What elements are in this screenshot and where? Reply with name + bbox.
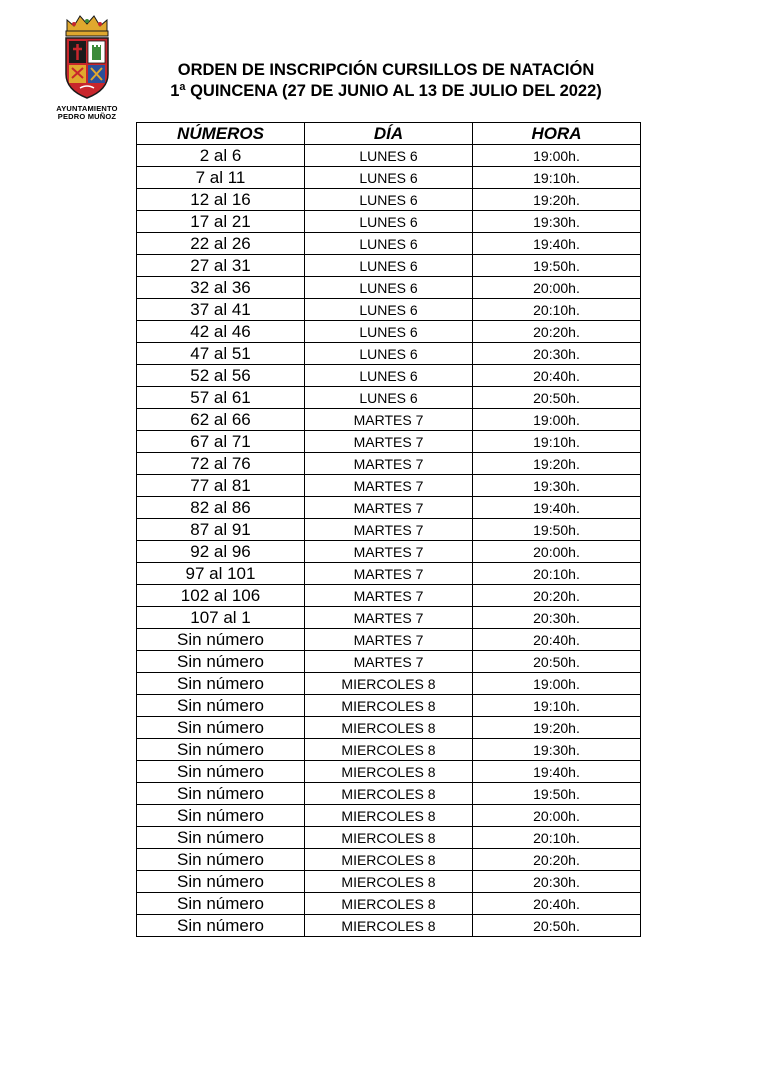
cell-numeros: Sin número: [137, 827, 305, 849]
table-row: [137, 739, 641, 761]
cell-dia: MARTES 7: [305, 475, 473, 497]
cell-hora: 19:30h.: [473, 211, 641, 233]
cell-numeros: 67 al 71: [137, 431, 305, 453]
table-row: [137, 827, 641, 849]
table-row: [137, 563, 641, 585]
cell-dia: MIERCOLES 8: [305, 739, 473, 761]
table-row: [137, 409, 641, 431]
table-row: [137, 607, 641, 629]
cell-hora: 19:10h.: [473, 431, 641, 453]
header-hora: HORA: [473, 123, 641, 145]
table-row: [137, 431, 641, 453]
table-row: [137, 189, 641, 211]
cell-numeros: Sin número: [137, 849, 305, 871]
cell-dia: MIERCOLES 8: [305, 871, 473, 893]
table-row: [137, 629, 641, 651]
table-row: [137, 673, 641, 695]
cell-dia: LUNES 6: [305, 387, 473, 409]
table-row: [137, 387, 641, 409]
cell-numeros: Sin número: [137, 717, 305, 739]
cell-dia: MARTES 7: [305, 497, 473, 519]
cell-dia: MIERCOLES 8: [305, 695, 473, 717]
cell-numeros: 77 al 81: [137, 475, 305, 497]
cell-hora: 20:40h.: [473, 893, 641, 915]
cell-dia: MIERCOLES 8: [305, 717, 473, 739]
table-row: [137, 915, 641, 937]
table-row: [137, 497, 641, 519]
cell-hora: 19:50h.: [473, 783, 641, 805]
cell-dia: LUNES 6: [305, 167, 473, 189]
cell-dia: MARTES 7: [305, 563, 473, 585]
header-dia: DÍA: [305, 123, 473, 145]
table-row: [137, 871, 641, 893]
cell-hora: 20:00h.: [473, 541, 641, 563]
cell-numeros: 17 al 21: [137, 211, 305, 233]
cell-hora: 20:30h.: [473, 607, 641, 629]
cell-numeros: 92 al 96: [137, 541, 305, 563]
cell-hora: 19:10h.: [473, 167, 641, 189]
cell-numeros: 107 al 1: [137, 607, 305, 629]
table-row: [137, 145, 641, 167]
cell-hora: 20:50h.: [473, 387, 641, 409]
logo-text-line2: PEDRO MUÑOZ: [57, 112, 117, 121]
cell-numeros: 37 al 41: [137, 299, 305, 321]
cell-hora: 20:10h.: [473, 299, 641, 321]
cell-dia: MIERCOLES 8: [305, 783, 473, 805]
cell-hora: 19:30h.: [473, 739, 641, 761]
cell-hora: 20:20h.: [473, 585, 641, 607]
cell-numeros: Sin número: [137, 739, 305, 761]
document-title: ORDEN DE INSCRIPCIÓN CURSILLOS DE NATACIÓN: [177, 61, 595, 79]
table-row: [137, 321, 641, 343]
table-row: [137, 211, 641, 233]
cell-dia: LUNES 6: [305, 299, 473, 321]
table-row: [137, 783, 641, 805]
cell-hora: 19:50h.: [473, 519, 641, 541]
table-row: [137, 717, 641, 739]
table-row: [137, 541, 641, 563]
cell-dia: LUNES 6: [305, 277, 473, 299]
cell-hora: 20:20h.: [473, 849, 641, 871]
cell-numeros: 82 al 86: [137, 497, 305, 519]
cell-hora: 20:00h.: [473, 805, 641, 827]
table-header-row: [137, 123, 641, 145]
logo-text-line1: AYUNTAMIENTO: [56, 104, 118, 113]
cell-dia: LUNES 6: [305, 145, 473, 167]
cell-dia: MARTES 7: [305, 431, 473, 453]
cell-dia: MIERCOLES 8: [305, 915, 473, 937]
municipal-logo: [48, 12, 126, 122]
cell-numeros: Sin número: [137, 915, 305, 937]
cell-hora: 19:00h.: [473, 673, 641, 695]
table-row: [137, 585, 641, 607]
cell-dia: MARTES 7: [305, 409, 473, 431]
cell-dia: MARTES 7: [305, 629, 473, 651]
cell-hora: 20:20h.: [473, 321, 641, 343]
table-row: [137, 365, 641, 387]
cell-numeros: 27 al 31: [137, 255, 305, 277]
table-row: [137, 893, 641, 915]
table-row: [137, 519, 641, 541]
cell-numeros: 62 al 66: [137, 409, 305, 431]
cell-numeros: Sin número: [137, 673, 305, 695]
cell-dia: MIERCOLES 8: [305, 673, 473, 695]
cell-numeros: 7 al 11: [137, 167, 305, 189]
cell-numeros: 12 al 16: [137, 189, 305, 211]
cell-hora: 20:30h.: [473, 871, 641, 893]
cell-numeros: 57 al 61: [137, 387, 305, 409]
cell-hora: 20:40h.: [473, 629, 641, 651]
cell-numeros: Sin número: [137, 805, 305, 827]
cell-hora: 20:00h.: [473, 277, 641, 299]
cell-numeros: 102 al 106: [137, 585, 305, 607]
cell-dia: MIERCOLES 8: [305, 761, 473, 783]
cell-hora: 20:10h.: [473, 563, 641, 585]
table-row: [137, 277, 641, 299]
cell-hora: 19:20h.: [473, 717, 641, 739]
cell-numeros: Sin número: [137, 629, 305, 651]
table-row: [137, 343, 641, 365]
cell-dia: MARTES 7: [305, 453, 473, 475]
table-row: [137, 167, 641, 189]
cell-numeros: 52 al 56: [137, 365, 305, 387]
table-row: [137, 805, 641, 827]
cell-hora: 19:10h.: [473, 695, 641, 717]
cell-numeros: 72 al 76: [137, 453, 305, 475]
cell-numeros: 97 al 101: [137, 563, 305, 585]
schedule-rows: [137, 145, 641, 937]
cell-numeros: 2 al 6: [137, 145, 305, 167]
cell-numeros: 47 al 51: [137, 343, 305, 365]
cell-numeros: 87 al 91: [137, 519, 305, 541]
cell-numeros: Sin número: [137, 893, 305, 915]
cell-dia: LUNES 6: [305, 189, 473, 211]
coat-of-arms-icon: [62, 12, 112, 102]
cell-hora: 20:30h.: [473, 343, 641, 365]
cell-dia: MARTES 7: [305, 651, 473, 673]
cell-dia: MARTES 7: [305, 541, 473, 563]
cell-dia: MIERCOLES 8: [305, 805, 473, 827]
table-row: [137, 849, 641, 871]
table-row: [137, 695, 641, 717]
cell-numeros: 42 al 46: [137, 321, 305, 343]
cell-numeros: Sin número: [137, 783, 305, 805]
cell-numeros: Sin número: [137, 695, 305, 717]
cell-dia: MIERCOLES 8: [305, 827, 473, 849]
cell-hora: 20:50h.: [473, 915, 641, 937]
cell-numeros: 32 al 36: [137, 277, 305, 299]
cell-dia: LUNES 6: [305, 211, 473, 233]
cell-numeros: 22 al 26: [137, 233, 305, 255]
table-row: [137, 233, 641, 255]
cell-hora: 19:40h.: [473, 233, 641, 255]
cell-hora: 19:20h.: [473, 189, 641, 211]
table-row: [137, 453, 641, 475]
cell-dia: MARTES 7: [305, 585, 473, 607]
cell-dia: LUNES 6: [305, 321, 473, 343]
cell-hora: 20:50h.: [473, 651, 641, 673]
cell-dia: LUNES 6: [305, 233, 473, 255]
table-row: [137, 761, 641, 783]
table-row: [137, 255, 641, 277]
cell-dia: LUNES 6: [305, 365, 473, 387]
cell-numeros: Sin número: [137, 871, 305, 893]
table-row: [137, 299, 641, 321]
cell-hora: 19:00h.: [473, 409, 641, 431]
cell-dia: MARTES 7: [305, 607, 473, 629]
schedule-table: [136, 122, 641, 937]
cell-hora: 19:50h.: [473, 255, 641, 277]
document-subtitle: 1ª QUINCENA (27 DE JUNIO AL 13 DE JULIO DEL 2022): [170, 82, 602, 100]
header-numeros: NÚMEROS: [137, 123, 305, 145]
cell-dia: LUNES 6: [305, 255, 473, 277]
cell-hora: 19:40h.: [473, 497, 641, 519]
cell-dia: LUNES 6: [305, 343, 473, 365]
cell-dia: MIERCOLES 8: [305, 893, 473, 915]
cell-hora: 20:10h.: [473, 827, 641, 849]
cell-numeros: Sin número: [137, 651, 305, 673]
cell-hora: 19:30h.: [473, 475, 641, 497]
cell-hora: 19:20h.: [473, 453, 641, 475]
cell-hora: 20:40h.: [473, 365, 641, 387]
cell-hora: 19:40h.: [473, 761, 641, 783]
cell-dia: MIERCOLES 8: [305, 849, 473, 871]
cell-hora: 19:00h.: [473, 145, 641, 167]
table-row: [137, 475, 641, 497]
cell-dia: MARTES 7: [305, 519, 473, 541]
cell-numeros: Sin número: [137, 761, 305, 783]
table-row: [137, 651, 641, 673]
